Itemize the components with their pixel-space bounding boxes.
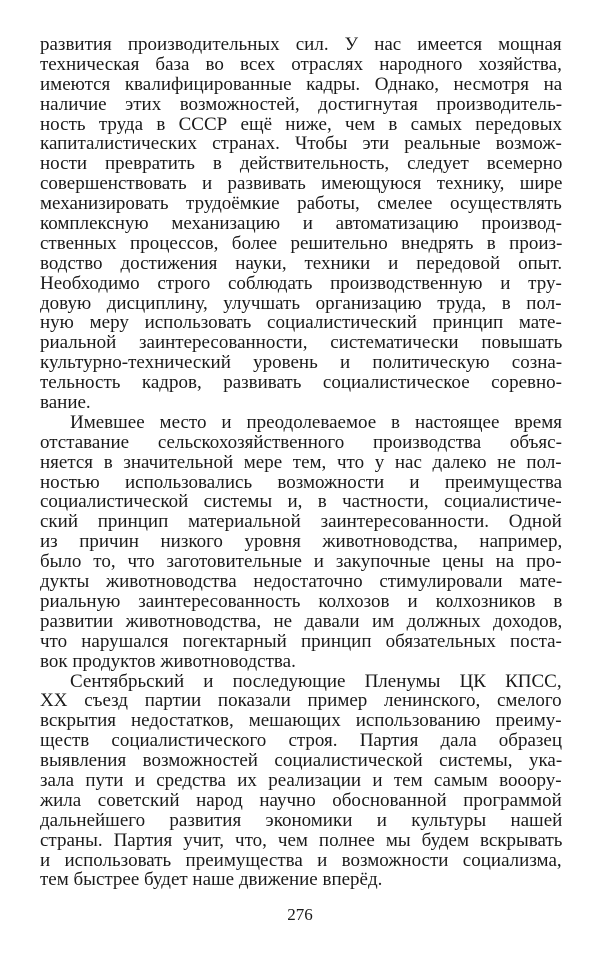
text-line: вание. bbox=[40, 392, 91, 414]
text-line: ский принцип материальной заинтересованности. Одной bbox=[40, 511, 562, 533]
text-line: ностью использовались возможности и преимущества bbox=[40, 471, 563, 493]
text-line: наличие этих возможностей, достигнутая производитель- bbox=[40, 93, 563, 115]
text-line: ность труда в СССР ещё ниже, чем в самых передовых bbox=[40, 113, 562, 135]
page-body bbox=[40, 35, 562, 890]
text-line: страны. Партия учит, что, чем полнее мы будем вскрывать bbox=[40, 829, 563, 851]
text-line: что нарушался погектарный принцип обязательных поста- bbox=[40, 630, 562, 652]
text-line: зала пути и средства их реализации и тем самым вооору- bbox=[40, 769, 562, 791]
text-line: няется в значительной мере тем, что у нас далеко не пол- bbox=[40, 451, 562, 473]
paragraph-2 bbox=[40, 413, 562, 672]
text-line: довую дисциплину, улучшать организацию труда, в пол- bbox=[40, 292, 562, 314]
text-line: риальную заинтересованность колхозов и колхозников в bbox=[40, 590, 563, 612]
text-line: выявления возможностей социалистической системы, ука- bbox=[40, 750, 563, 772]
text-line: и использовать преимущества и возможности социализма, bbox=[40, 849, 562, 871]
text-line: механизировать трудоёмкие работы, смелее осуществлять bbox=[40, 193, 562, 215]
text-line: вок продуктов животноводства. bbox=[40, 650, 296, 672]
text-line: из причин низкого уровня животноводства, например, bbox=[40, 531, 563, 553]
text-line: капиталистических странах. Чтобы эти реальные возмож- bbox=[40, 133, 562, 155]
text-line: риальной заинтересованности, систематически повышать bbox=[40, 332, 563, 354]
text-line: развитии животноводства, не давали им должных доходов, bbox=[40, 610, 563, 632]
text-line: ную меру использовать социалистический принцип мате- bbox=[40, 312, 562, 334]
text-line: XX съезд партии показали пример ленинского, смелого bbox=[40, 690, 562, 712]
paragraph-3 bbox=[40, 672, 562, 891]
text-line: техническая база во всех отраслях народного хозяйства, bbox=[40, 53, 562, 75]
text-line: Имевшее место и преодолеваемое в настоящее время bbox=[70, 411, 562, 433]
text-line: социалистической системы и, в частности, социалистиче- bbox=[40, 491, 562, 513]
text-line: тельность кадров, развивать социалистическое соревно- bbox=[40, 372, 562, 394]
paragraph-1 bbox=[40, 35, 562, 413]
page-number: 276 bbox=[287, 905, 313, 924]
text-line: отставание сельскохозяйственного производства объяс- bbox=[40, 431, 562, 453]
text-line: комплексную механизацию и автоматизацию производ- bbox=[40, 213, 562, 235]
text-line: имеются квалифицированные кадры. Однако, несмотря на bbox=[40, 73, 563, 95]
text-line: Сентябрьский и последующие Пленумы ЦК КПСС, bbox=[70, 670, 562, 692]
text-line: ственных процессов, более решительно внедрять в произ- bbox=[40, 232, 563, 254]
text-line: дальнейшего развития экономики и культуры нашей bbox=[40, 809, 563, 831]
text-line: развития производительных сил. У нас имеется мощная bbox=[40, 34, 562, 55]
text-line: тем быстрее будет наше движение вперёд. bbox=[40, 869, 383, 891]
text-line: ности превратить в действительность, следует всемерно bbox=[40, 153, 563, 175]
text-line: водство достижения науки, техники и передовой опыт. bbox=[40, 252, 563, 274]
text-line: жила советский народ научно обоснованной программой bbox=[40, 789, 562, 811]
text-line: было то, что заготовительные и закупочные цены на про- bbox=[40, 551, 562, 573]
text-line: ществ социалистического строя. Партия дала образец bbox=[40, 730, 562, 752]
text-line: Необходимо строго соблюдать производственную и тру- bbox=[40, 272, 562, 294]
text-line: вскрытия недостатков, мешающих использованию преиму- bbox=[40, 710, 562, 732]
text-line: культурно-технический уровень и политическую созна- bbox=[40, 352, 563, 374]
text-line: совершенствовать и развивать имеющуюся технику, шире bbox=[40, 173, 563, 195]
text-line: дукты животноводства недостаточно стимулировали мате- bbox=[40, 571, 563, 593]
